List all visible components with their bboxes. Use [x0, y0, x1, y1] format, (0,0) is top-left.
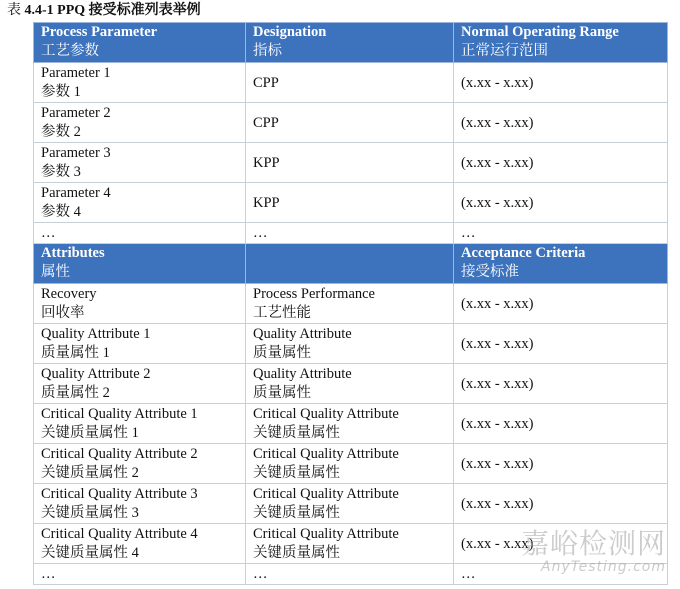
attribute-designation-cell: Critical Quality Attribute 关键质量属性: [246, 404, 454, 444]
criteria-cell: (x.xx - x.xx): [454, 324, 668, 364]
header-normal-operating-range: Normal Operating Range 正常运行范围: [454, 23, 668, 63]
table-row: [34, 484, 668, 524]
table-row: [34, 103, 668, 143]
range-cell: (x.xx - x.xx): [454, 143, 668, 183]
param-name-cell: Parameter 2 参数 2: [34, 103, 246, 143]
designation-cell: CPP: [246, 103, 454, 143]
range-cell: (x.xx - x.xx): [454, 183, 668, 223]
table-caption: [7, 2, 201, 19]
parameter-header-row: [34, 23, 668, 63]
attribute-name-cell: Critical Quality Attribute 4 关键质量属性 4: [34, 524, 246, 564]
table-row: [34, 183, 668, 223]
header-blank: [246, 244, 454, 284]
attribute-designation-cell: Critical Quality Attribute 关键质量属性: [246, 484, 454, 524]
attribute-name-cell: Recovery 回收率: [34, 284, 246, 324]
table-row: [34, 444, 668, 484]
criteria-cell: (x.xx - x.xx): [454, 364, 668, 404]
criteria-cell: (x.xx - x.xx): [454, 284, 668, 324]
table-row: [34, 63, 668, 103]
param-name-cell: Parameter 3 参数 3: [34, 143, 246, 183]
watermark-en: AnyTesting.com: [541, 559, 666, 575]
designation-cell: CPP: [246, 63, 454, 103]
caption-number: 4.4-1: [24, 3, 54, 18]
table-row: [34, 524, 668, 564]
header-acceptance-criteria: Acceptance Criteria 接受标准: [454, 244, 668, 284]
range-cell: (x.xx - x.xx): [454, 103, 668, 143]
attribute-designation-cell: Quality Attribute 质量属性: [246, 324, 454, 364]
designation-cell: KPP: [246, 183, 454, 223]
attribute-name-cell: Critical Quality Attribute 3 关键质量属性 3: [34, 484, 246, 524]
table-row: [34, 364, 668, 404]
criteria-cell: (x.xx - x.xx): [454, 484, 668, 524]
ellipsis-cell: …: [34, 564, 246, 585]
attribute-header-row: [34, 244, 668, 284]
ellipsis-cell: …: [246, 223, 454, 244]
attribute-name-cell: Critical Quality Attribute 2 关键质量属性 2: [34, 444, 246, 484]
ellipsis-row: [34, 223, 668, 244]
table-row: [34, 143, 668, 183]
watermark-cn: 嘉峪检测网: [520, 527, 666, 560]
attribute-designation-cell: Quality Attribute 质量属性: [246, 364, 454, 404]
ellipsis-cell: …: [454, 564, 668, 585]
attribute-designation-cell: Critical Quality Attribute 关键质量属性: [246, 444, 454, 484]
header-designation: Designation 指标: [246, 23, 454, 63]
criteria-cell: (x.xx - x.xx): [454, 524, 668, 564]
range-cell: (x.xx - x.xx): [454, 63, 668, 103]
ellipsis-cell: …: [34, 223, 246, 244]
ellipsis-cell: …: [246, 564, 454, 585]
caption-title: PPQ 接受标准列表举例: [53, 3, 201, 18]
criteria-cell: (x.xx - x.xx): [454, 444, 668, 484]
param-name-cell: Parameter 4 参数 4: [34, 183, 246, 223]
caption-prefix: 表: [7, 3, 25, 18]
ellipsis-row: [34, 564, 668, 585]
header-attributes: Attributes 属性: [34, 244, 246, 284]
table-row: [34, 284, 668, 324]
designation-cell: KPP: [246, 143, 454, 183]
param-name-cell: Parameter 1 参数 1: [34, 63, 246, 103]
ellipsis-cell: …: [454, 223, 668, 244]
attribute-name-cell: Quality Attribute 2 质量属性 2: [34, 364, 246, 404]
attribute-name-cell: Quality Attribute 1 质量属性 1: [34, 324, 246, 364]
header-process-parameter: Process Parameter 工艺参数: [34, 23, 246, 63]
table-row: [34, 324, 668, 364]
ppq-acceptance-table: [33, 22, 668, 585]
table-row: [34, 404, 668, 444]
attribute-designation-cell: Critical Quality Attribute 关键质量属性: [246, 524, 454, 564]
attribute-designation-cell: Process Performance 工艺性能: [246, 284, 454, 324]
criteria-cell: (x.xx - x.xx): [454, 404, 668, 444]
attribute-name-cell: Critical Quality Attribute 1 关键质量属性 1: [34, 404, 246, 444]
